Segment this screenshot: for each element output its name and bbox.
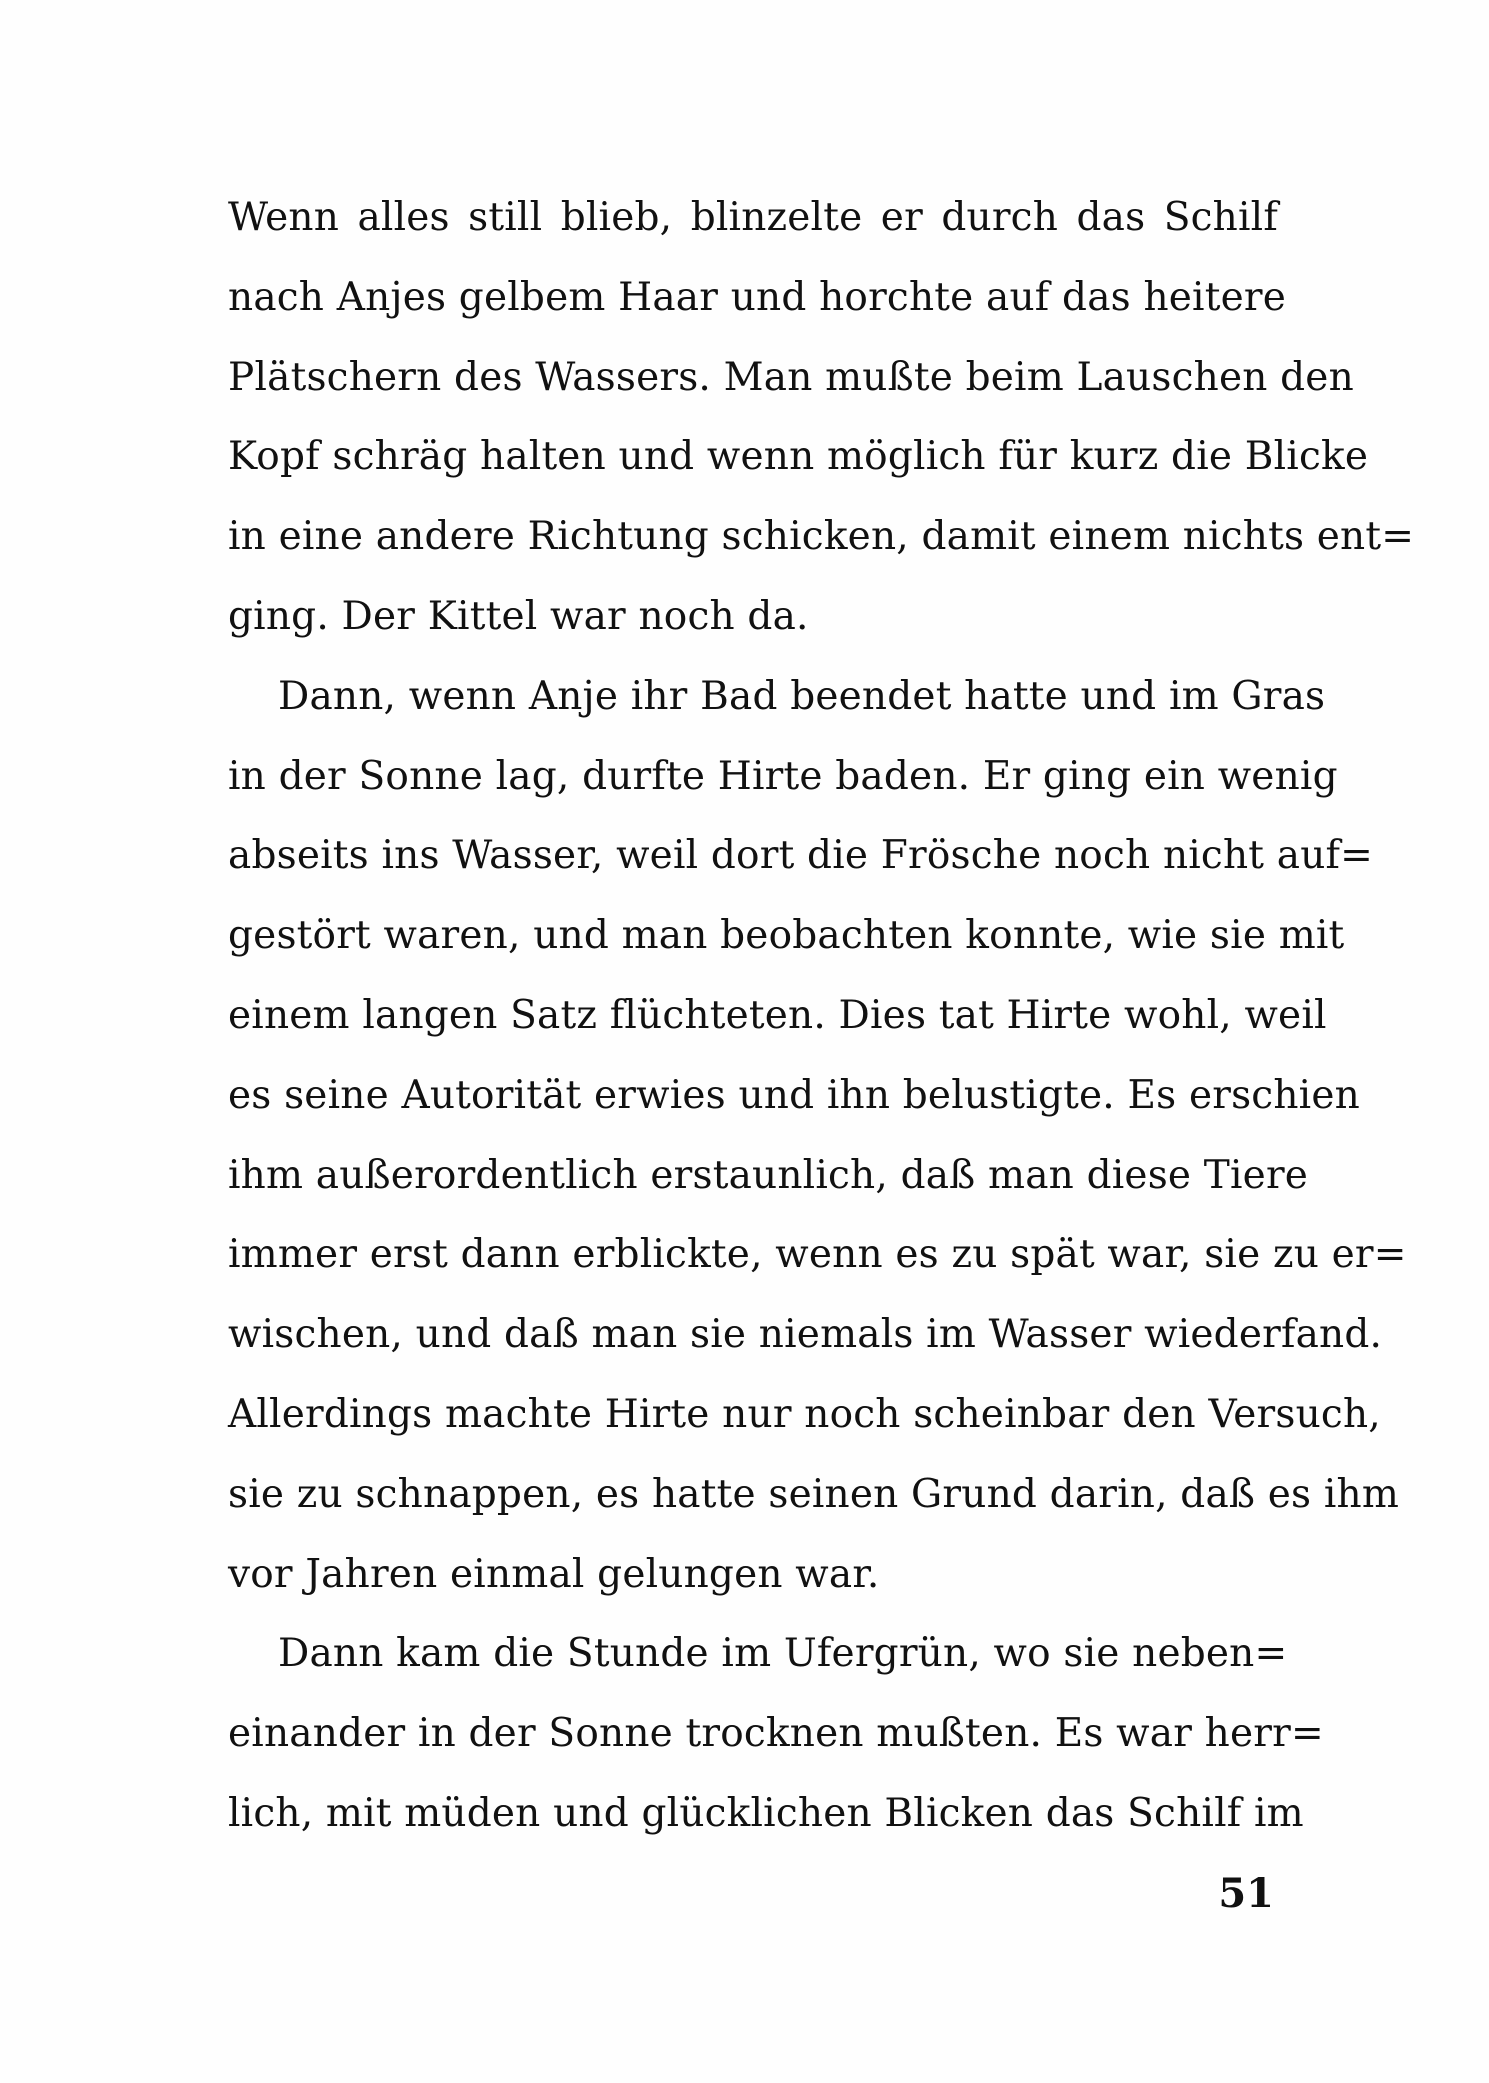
text-line: Dann, wenn Anje ihr Bad beendet hatte und im Gras (278, 673, 1326, 719)
text-line: lich, mit müden und glücklichen Blicken das Schilf im (228, 1790, 1304, 1836)
text-line: immer erst dann erblickte, wenn es zu spät war, sie zu er= (228, 1232, 1407, 1278)
text-line: sie zu schnappen, es hatte seinen Grund darin, daß es ihm (228, 1471, 1400, 1517)
text-line: Plätschern des Wassers. Man mußte beim Lauschen den (228, 354, 1354, 400)
text-line: einander in der Sonne trocknen mußten. Es war herr= (228, 1711, 1324, 1757)
text-line: ihm außerordentlich erstaunlich, daß man diese Tiere (228, 1152, 1309, 1198)
text-line: gestört waren, und man beobachten konnte, wie sie mit (228, 913, 1345, 959)
text-line: nach Anjes gelbem Haar und horchte auf das heitere (228, 274, 1287, 320)
page-number: 51 (1218, 1870, 1274, 1917)
body-text (228, 178, 1415, 1854)
text-line: Wenn alles still blieb, blinzelte er durch das Schilf (228, 195, 1278, 240)
text-line: ging. Der Kittel war noch da. (228, 593, 809, 639)
text-line: Allerdings machte Hirte nur noch scheinbar den Versuch, (228, 1391, 1381, 1437)
text-line: in der Sonne lag, durfte Hirte baden. Er ging ein wenig (228, 753, 1338, 799)
text-line: Dann kam die Stunde im Ufergrün, wo sie neben= (278, 1631, 1288, 1677)
text-line: es seine Autorität erwies und ihn belustigte. Es erschien (228, 1072, 1360, 1118)
text-line: abseits ins Wasser, weil dort die Frösche noch nicht auf= (228, 833, 1374, 879)
text-line: in eine andere Richtung schicken, damit einem nichts ent= (228, 514, 1415, 560)
text-line: wischen, und daß man sie niemals im Wasser wiederfand. (228, 1312, 1383, 1358)
text-line: Kopf schräg halten und wenn möglich für kurz die Blicke (228, 434, 1369, 480)
text-line: einem langen Satz flüchteten. Dies tat Hirte wohl, weil (228, 992, 1327, 1038)
text-line: vor Jahren einmal gelungen war. (228, 1551, 880, 1597)
